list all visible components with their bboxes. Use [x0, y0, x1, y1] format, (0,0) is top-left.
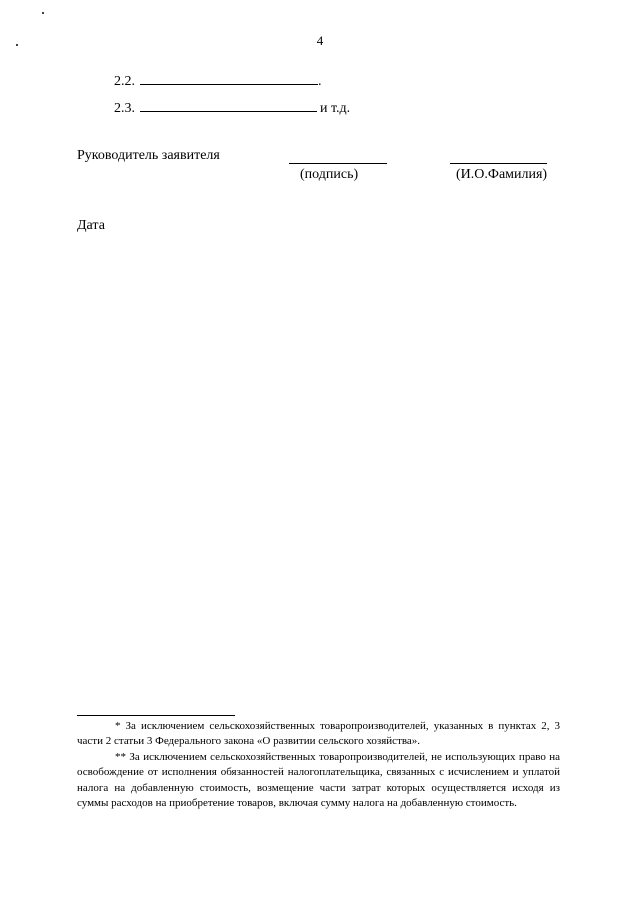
- item-number: 2.2.: [114, 74, 135, 89]
- footnote-marker: **: [115, 750, 126, 763]
- signature-line[interactable]: [289, 163, 387, 164]
- footnote: [77, 719, 560, 750]
- full-name-caption: (И.О.Фамилия): [456, 167, 548, 182]
- full-name-line[interactable]: [450, 163, 547, 164]
- footnote-separator: [77, 715, 235, 716]
- item-number: 2.3.: [114, 101, 135, 116]
- footnote-marker: *: [115, 720, 121, 732]
- list-item-2-3: [114, 98, 350, 116]
- fill-in-blank[interactable]: [140, 71, 318, 85]
- applicant-head-label: Руководитель заявителя: [77, 148, 220, 163]
- scan-speck: [42, 12, 44, 14]
- footnotes: [77, 719, 560, 811]
- footnote-text: За исключением сельскохозяйственных товаропроизводителей, не использующих право на освобождение от исполнения обязанностей налогоплательщика, связанных с исчислением и уплатой налога на добавленную стоимость, возмещение части затрат которых осуществляется исходя из суммы расходов на приобретение товаров, включая сумму налога на добавленную стоимость.: [77, 750, 560, 810]
- page-number: 4: [316, 33, 324, 48]
- signature-caption: (подпись): [300, 167, 359, 182]
- footnote: [77, 750, 560, 812]
- date-label: Дата: [77, 218, 105, 233]
- list-item-2-2: [114, 71, 322, 89]
- footnote-text: За исключением сельскохозяйственных товаропроизводителей, указанных в пунктах 2, 3 части 2 статьи 3 Федерального закона «О развитии сельского хозяйства».: [77, 720, 561, 748]
- fill-in-blank[interactable]: [140, 98, 317, 112]
- item-suffix: .: [318, 74, 322, 89]
- item-suffix: и т.д.: [320, 101, 351, 116]
